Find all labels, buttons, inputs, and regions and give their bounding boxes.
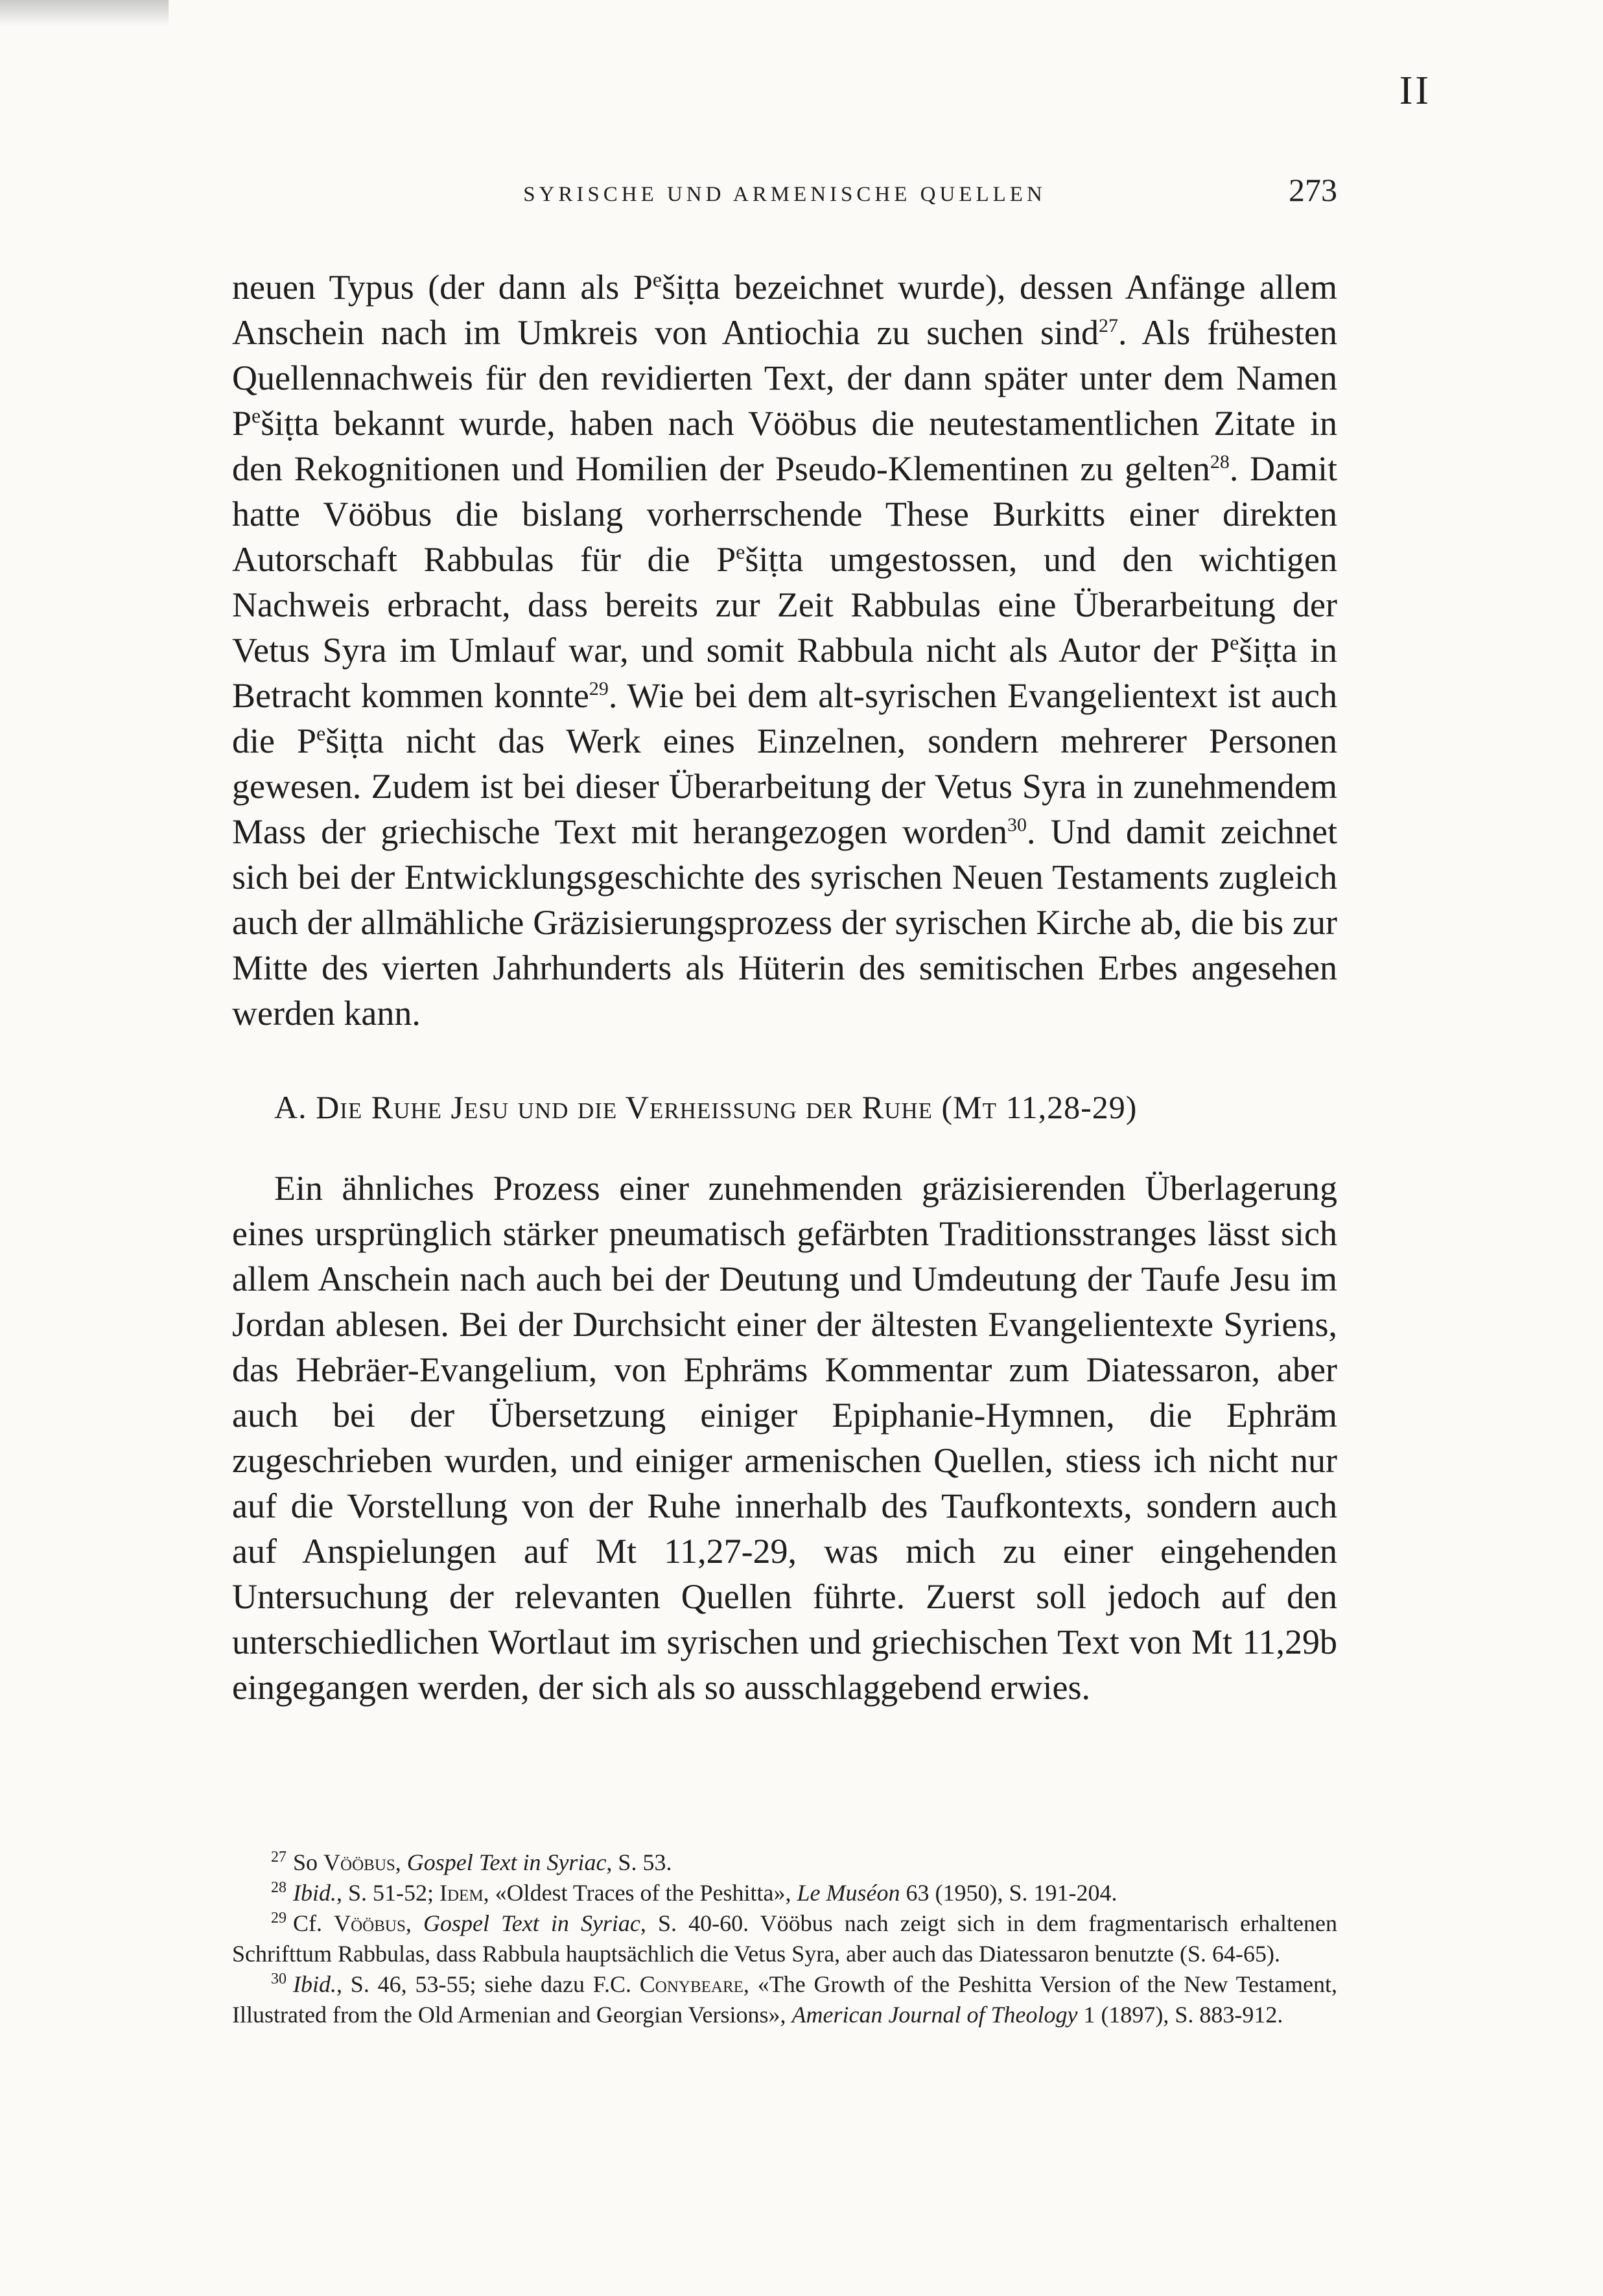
italic-title: Le Muséon bbox=[797, 1880, 900, 1906]
footnote-number: 30 bbox=[271, 1971, 287, 1987]
text-run: 1 (1897), S. 883-912. bbox=[1077, 2002, 1283, 2028]
text-run: šiṭta nicht das Werk eines Einzelnen, sondern mehrerer Personen gewesen. Zudem ist bei dieser Überarbeitung der Vetus Syra in zunehmendem Mass der griechische Text mit herangezogen worden bbox=[232, 721, 1337, 851]
paragraph-1 bbox=[232, 264, 1337, 1036]
section-heading: A. Die Ruhe Jesu und die Verheissung der Ruhe (Mt 11,28-29) bbox=[274, 1089, 1138, 1125]
italic-title: Ibid. bbox=[293, 1880, 336, 1906]
superscript-e: e bbox=[652, 268, 662, 291]
text-run: . Wie bei dem alt-syrischen Evangelientext ist auch die P bbox=[232, 676, 1337, 760]
footnote-ref: 27 bbox=[1098, 315, 1118, 336]
footnote-number: 27 bbox=[271, 1849, 287, 1866]
text-run: . Als frühesten Quellennachweis für den revidierten Text, der dann später unter dem Namen P bbox=[232, 313, 1337, 443]
text-run: So bbox=[293, 1849, 324, 1875]
footnote-29 bbox=[232, 1908, 1337, 1969]
superscript-e: e bbox=[1230, 631, 1239, 654]
text-run: , «The Growth of the Peshitta Version of the New Testament, Illustrated from the Old Armenian and Georgian Versions», bbox=[232, 1971, 1337, 2028]
superscript-e: e bbox=[252, 404, 261, 427]
page-number: 273 bbox=[1289, 172, 1337, 208]
text-run: , S. 46, 53-55; siehe dazu F.C. bbox=[336, 1971, 640, 1997]
text-run: šiṭta bekannt wurde, haben nach Vööbus die neutestamentlichen Zitate in den Rekognitionen und Homilien der Pseudo-Klementinen zu gelten bbox=[232, 404, 1337, 488]
author-name: Idem bbox=[439, 1880, 484, 1906]
text-run: šiṭta in Betracht kommen konnte bbox=[232, 631, 1337, 715]
footnote-ref: 29 bbox=[589, 678, 609, 699]
text-run: , «Oldest Traces of the Peshitta», bbox=[483, 1880, 797, 1906]
text-run: , S. 51-52; bbox=[336, 1880, 440, 1906]
text-run: šiṭta bezeichnet wurde), dessen Anfänge allem Anschein nach im Umkreis von Antiochia zu suchen sind bbox=[232, 268, 1337, 352]
footnote-ref: 28 bbox=[1210, 451, 1230, 473]
author-name: Vööbus bbox=[323, 1849, 395, 1875]
italic-title: American Journal of Theology bbox=[791, 2002, 1078, 2028]
footnote-number: 28 bbox=[271, 1879, 287, 1896]
main-text bbox=[232, 264, 1337, 1710]
text-run: šiṭta umgestossen, und den wichtigen Nachweis erbracht, dass bereits zur Zeit Rabbulas eine Überarbeitung der Vetus Syra im Umlauf war, und somit Rabbula nicht als Autor der P bbox=[232, 540, 1338, 670]
corner-mark: II bbox=[1399, 69, 1431, 113]
text-run: , bbox=[395, 1849, 407, 1875]
superscript-e: e bbox=[316, 721, 326, 745]
footnote-28 bbox=[232, 1878, 1337, 1908]
scan-shadow bbox=[0, 0, 169, 26]
footnotes bbox=[232, 1847, 1337, 2030]
text-run: , S. 40-60. Vööbus nach zeigt sich in dem fragmentarisch erhaltenen Schrifttum Rabbulas, dass Rabbula hauptsächlich die Vetus Syra, aber auch das Diatessaron benutzte (S. 64-65). bbox=[232, 1910, 1338, 1967]
italic-title: Ibid. bbox=[293, 1971, 336, 1997]
author-name: Conybeare bbox=[639, 1971, 743, 1997]
text-run: . Damit hatte Vööbus die bislang vorherrschende These Burkitts einer direkten Autorschaft Rabbulas für die P bbox=[232, 449, 1337, 579]
footnote-27 bbox=[232, 1847, 1337, 1878]
text-run: neuen Typus (der dann als P bbox=[232, 268, 653, 307]
running-head bbox=[232, 171, 1337, 217]
footnote-ref: 30 bbox=[1007, 814, 1027, 836]
text-run: , bbox=[405, 1910, 423, 1936]
italic-title: Gospel Text in Syriac bbox=[423, 1910, 640, 1936]
running-title: SYRISCHE UND ARMENISCHE QUELLEN bbox=[523, 183, 1046, 206]
text-run: . Und damit zeichnet sich bei der Entwicklungsgeschichte des syrischen Neuen Testaments zugleich auch der allmähliche Gräzisierungsprozess der syrischen Kirche ab, die bis zur Mitte des vierten Jahrhunderts als Hüterin des semitischen Erbes angesehen werden kann. bbox=[232, 812, 1338, 1033]
text-run: Cf. bbox=[293, 1910, 334, 1936]
text-run: 63 (1950), S. 191-204. bbox=[900, 1880, 1117, 1906]
footnote-number: 29 bbox=[271, 1910, 287, 1927]
footnote-30 bbox=[232, 1969, 1337, 2030]
superscript-e: e bbox=[736, 540, 745, 563]
text-run: , S. 53. bbox=[606, 1849, 672, 1875]
author-name: Vööbus bbox=[334, 1910, 406, 1936]
italic-title: Gospel Text in Syriac bbox=[406, 1849, 607, 1875]
paragraph-2: Ein ähnliches Prozess einer zunehmenden gräzisierenden Überlagerung eines ursprünglich stärker pneumatisch gefärbten Traditionsstranges lässt sich allem Anschein nach auch bei der Deutung und Umdeutung der Taufe Jesu im Jordan ablesen. Bei der Durchsicht einer der ältesten Evangelientexte Syriens, das Hebräer-Evangelium, von Ephräms Kommentar zum Diatessaron, aber auch bei der Übersetzung einiger Epiphanie-Hymnen, die Ephräm zugeschrieben wurden, und einiger armenischen Quellen, stiess ich nicht nur auf die Vorstellung von der Ruhe innerhalb des Taufkontexts, sondern auch auf Anspielungen auf Mt 11,27-29, was mich zu einer eingehenden Untersuchung der relevanten Quellen führte. Zuerst soll jedoch auf den unterschiedlichen Wortlaut im syrischen und griechischen Text von Mt 11,29b eingegangen werden, der sich als so ausschlaggebend erwies. bbox=[232, 1169, 1337, 1707]
